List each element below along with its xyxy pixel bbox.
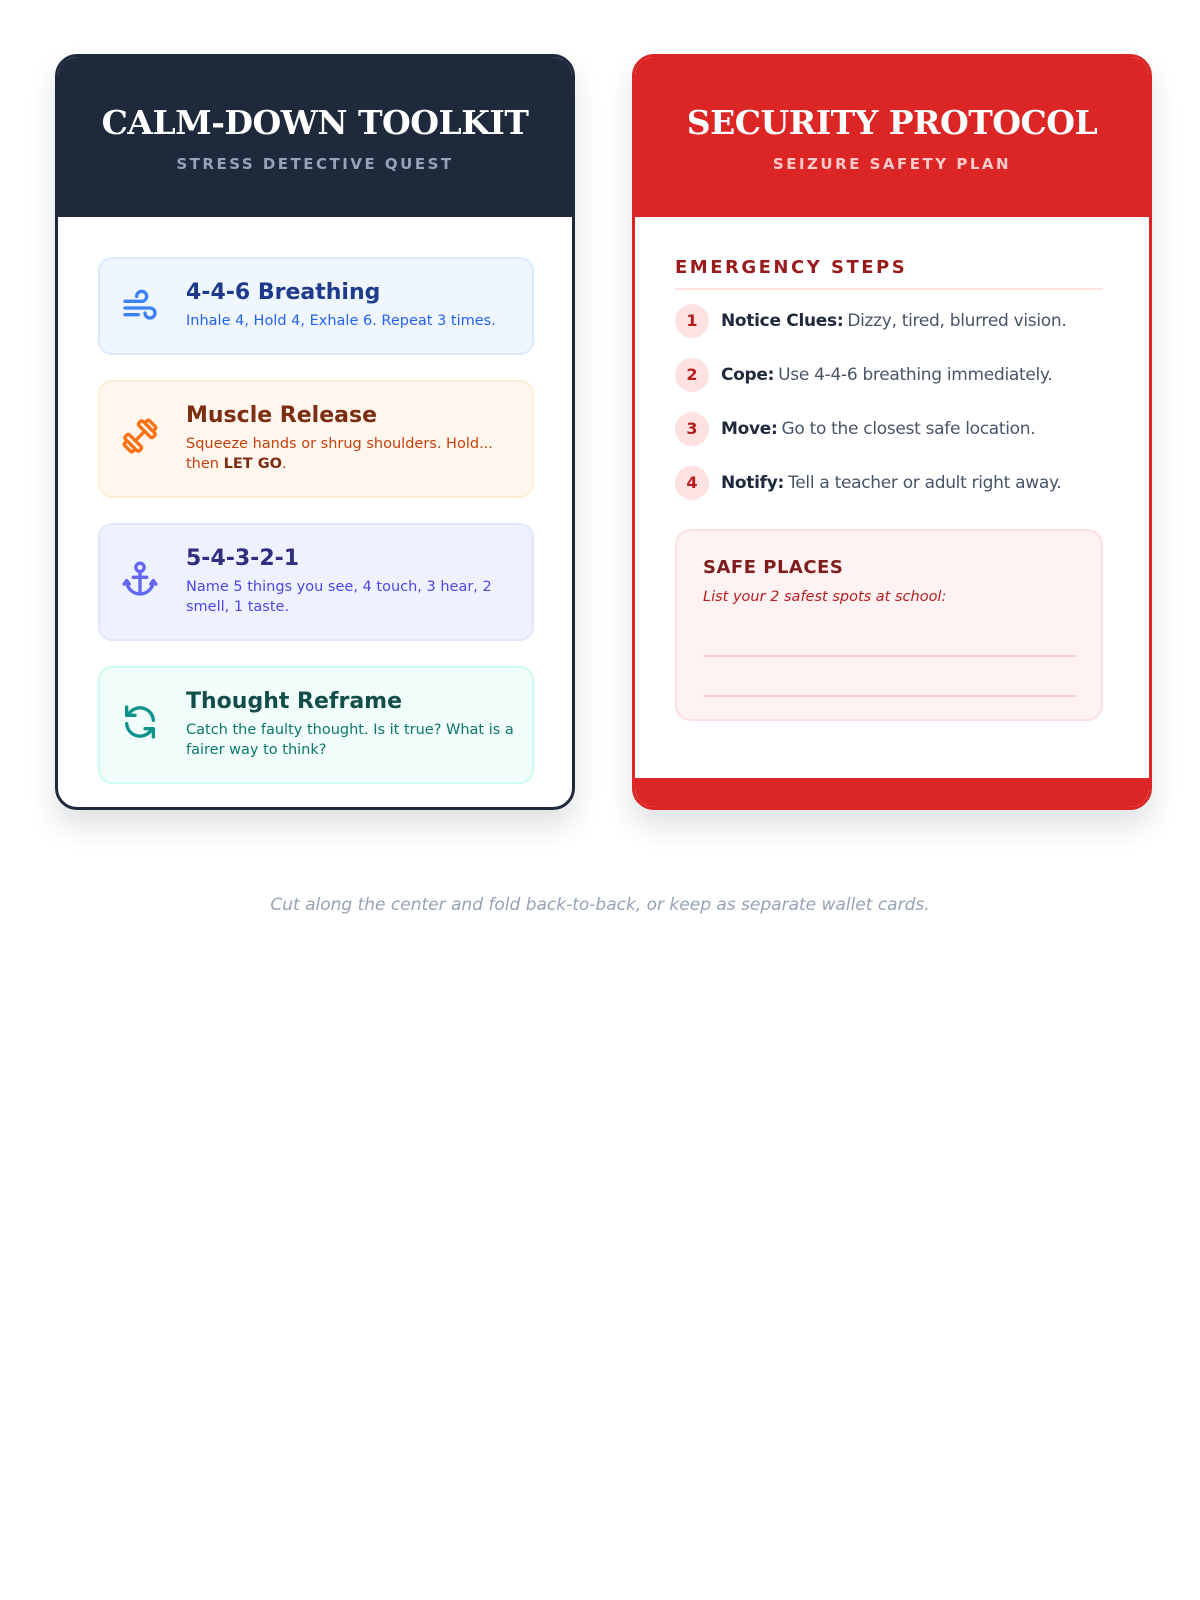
emergency-steps-heading: EMERGENCY STEPS (675, 257, 1103, 290)
cutting-instructions: Cut along the center and fold back-to-back, or keep as separate wallet cards. (270, 895, 930, 915)
step-text: Tell a teacher or adult right away. (788, 473, 1062, 493)
tool-thought-reframe (98, 666, 534, 784)
step-text: Go to the closest safe location. (781, 419, 1036, 439)
step-text: Dizzy, tired, blurred vision. (847, 311, 1067, 331)
tool-title: 5-4-3-2-1 (186, 546, 300, 571)
tool-title: Muscle Release (186, 403, 377, 428)
step-number-badge: 4 (675, 466, 709, 500)
step-label: Move: (721, 419, 778, 439)
emergency-step (675, 304, 1115, 338)
toolkit-header (58, 57, 572, 217)
security-protocol-card (632, 54, 1152, 810)
calm-down-toolkit-card (55, 54, 575, 810)
safe-places-title: SAFE PLACES (703, 557, 844, 578)
step-number-badge: 1 (675, 304, 709, 338)
dumbbell-icon (120, 416, 160, 456)
emergency-step (675, 358, 1115, 392)
tool-description: Name 5 things you see, 4 touch, 3 hear, 2 smell, 1 taste. (186, 579, 492, 615)
safe-places-hint: List your 2 safest spots at school: (703, 589, 947, 605)
safe-places-box (675, 529, 1103, 721)
protocol-title: SECURITY PROTOCOL (686, 103, 1098, 142)
tool-breathing (98, 257, 534, 355)
step-label: Cope: (721, 365, 775, 385)
step-label: Notify: (721, 473, 785, 493)
anchor-icon (120, 559, 160, 599)
tool-description: Catch the faulty thought. Is it true? What is a fairer way to think? (186, 722, 514, 758)
emergency-step (675, 466, 1115, 500)
protocol-footer-bar (635, 778, 1149, 807)
let-go-emphasis: LET GO (223, 456, 282, 472)
toolkit-title: CALM-DOWN TOOLKIT (101, 103, 529, 142)
protocol-subtitle: SEIZURE SAFETY PLAN (772, 155, 1012, 173)
tool-description: Inhale 4, Hold 4, Exhale 6. Repeat 3 times. (186, 313, 496, 329)
tool-muscle-release (98, 380, 534, 498)
wind-icon (120, 288, 160, 328)
refresh-icon (120, 702, 160, 742)
tool-description: Squeeze hands or shrug shoulders. Hold... then LET GO. (186, 436, 493, 472)
step-number-badge: 2 (675, 358, 709, 392)
tool-title: Thought Reframe (186, 689, 403, 714)
write-in-line[interactable] (703, 655, 1075, 657)
step-number-badge: 3 (675, 412, 709, 446)
protocol-header (635, 57, 1149, 217)
write-in-line[interactable] (703, 695, 1075, 697)
emergency-step (675, 412, 1115, 446)
toolkit-subtitle: STRESS DETECTIVE QUEST (176, 155, 454, 173)
tool-grounding (98, 523, 534, 641)
step-text: Use 4-4-6 breathing immediately. (778, 365, 1053, 385)
tool-title: 4-4-6 Breathing (186, 280, 381, 305)
step-label: Notice Clues: (721, 311, 844, 331)
